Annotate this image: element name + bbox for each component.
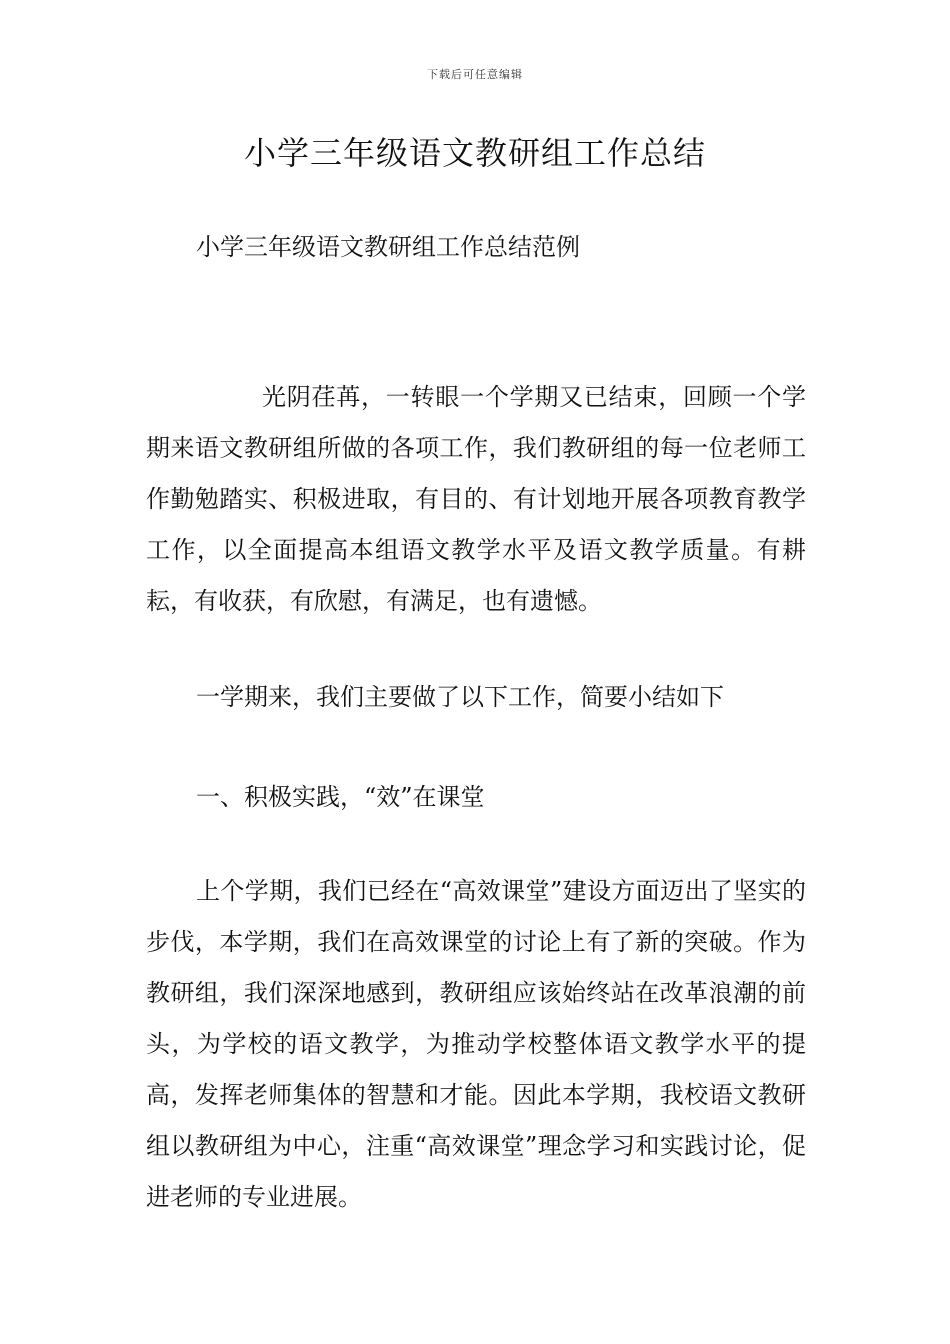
- document-subtitle: 小学三年级语文教研组工作总结范例: [196, 233, 580, 261]
- section-heading-1: 一、积极实践，“效”在课堂: [196, 783, 485, 811]
- paragraph-section-1: 上个学期，我们已经在“高效课堂”建设方面迈出了坚实的步伐，本学期，我们在高效课堂的讨论上有了新的突破。作为教研组，我们深深地感到，教研组应该始终站在改革浪潮的前头，为学校的语文教学，为推动学校整体语文教学水平的提高，发挥老师集体的智慧和才能。因此本学期，我校语文教研组以教研组为中心，注重“高效课堂”理念学习和实践讨论，促进老师的专业进展。: [146, 877, 806, 1211]
- header-note: 下载后可任意编辑: [427, 68, 523, 81]
- paragraph-summary-lead: 一学期来，我们主要做了以下工作，简要小结如下: [196, 683, 724, 711]
- paragraph-intro: 光阴荏苒，一转眼一个学期又已结束，回顾一个学期来语文教研组所做的各项工作，我们教研组的每一位老师工作勤勉踏实、积极进取，有目的、有计划地开展各项教育教学工作，以全面提高本组语文教学水平及语文教学质量。有耕耘，有收获，有欣慰，有满足，也有遗憾。: [146, 383, 806, 615]
- document-title: 小学三年级语文教研组工作总结: [243, 134, 706, 172]
